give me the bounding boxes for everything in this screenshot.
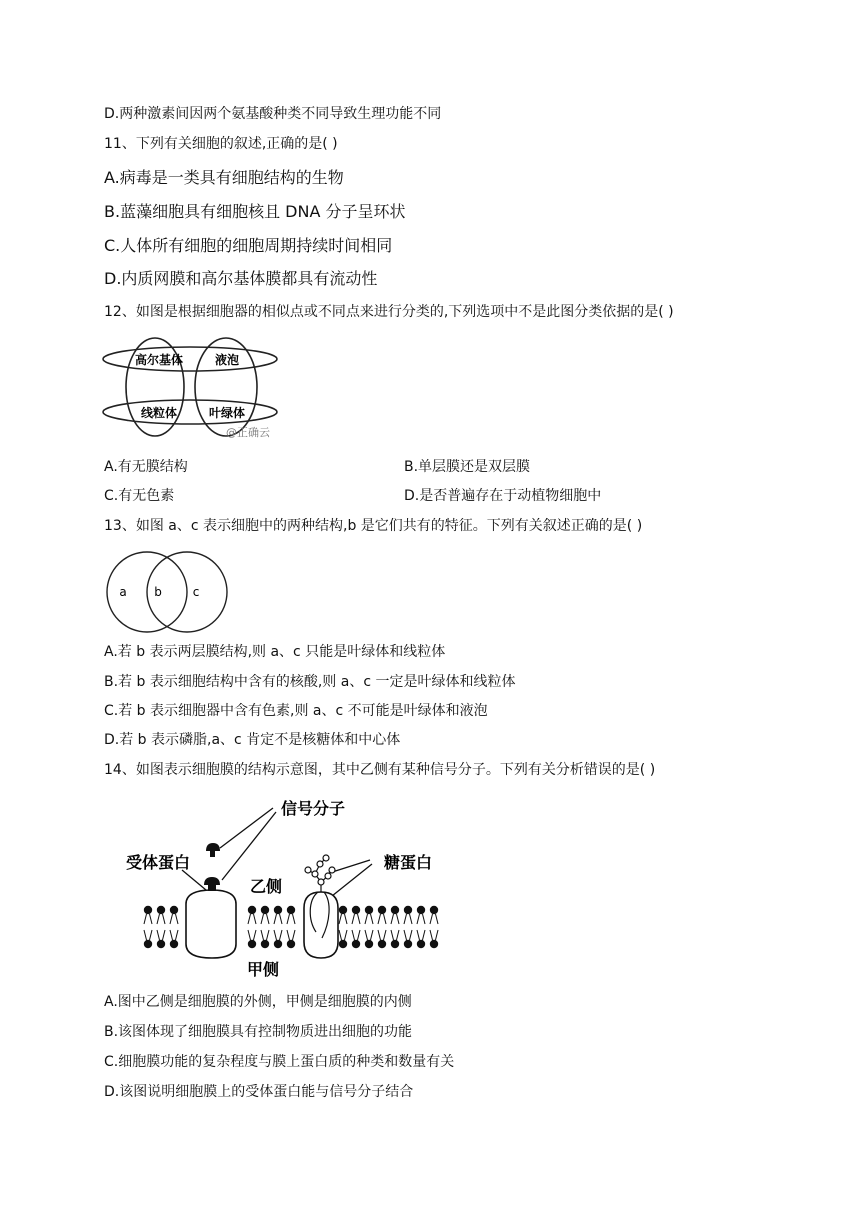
phospholipid-outer xyxy=(417,906,425,924)
q11-option-c: C.人体所有细胞的细胞周期持续时间相同 xyxy=(104,236,393,255)
q12-stem: 12、如图是根据细胞器的相似点或不同点来进行分类的,下列选项中不是此图分类依据的是( ) xyxy=(104,304,674,320)
phospholipid-inner xyxy=(144,930,152,948)
phospholipid-outer xyxy=(378,906,386,924)
q12-label-vacuole: 液泡 xyxy=(214,353,240,367)
phospholipid-outer xyxy=(274,906,282,924)
q14-stem: 14、如图表示细胞膜的结构示意图，其中乙侧有某种信号分子。下列有关分析错误的是( ) xyxy=(104,762,656,778)
phospholipid-inner xyxy=(248,930,256,948)
q12-option-b: B.单层膜还是双层膜 xyxy=(404,459,531,475)
phospholipid-inner xyxy=(261,930,269,948)
q13-option-c: C.若 b 表示细胞器中含有色素,则 a、c 不可能是叶绿体和液泡 xyxy=(104,703,488,719)
phospholipid-inner xyxy=(287,930,295,948)
q14-option-c: C.细胞膜功能的复杂程度与膜上蛋白质的种类和数量有关 xyxy=(104,1054,455,1070)
q10-option-d: D.两种激素间因两个氨基酸种类不同导致生理功能不同 xyxy=(104,106,442,122)
q14-cell-membrane-diagram xyxy=(100,792,460,988)
q12-watermark: @正确云 xyxy=(226,426,270,439)
phospholipid-outer xyxy=(261,906,269,924)
q13-stem: 13、如图 a、c 表示细胞中的两种结构,b 是它们共有的特征。下列有关叙述正确的是( ) xyxy=(104,518,643,534)
q14-label-side-yi: 乙侧 xyxy=(249,877,283,896)
q14-label-glycoprotein: 糖蛋白 xyxy=(383,853,433,872)
phospholipid-inner xyxy=(378,930,386,948)
phospholipid-outer xyxy=(391,906,399,924)
q11-option-b: B.蓝藻细胞具有细胞核且 DNA 分子呈环状 xyxy=(104,202,406,221)
phospholipid-outer xyxy=(365,906,373,924)
q14-receptor-protein-shape xyxy=(186,877,236,958)
q14-option-a: A.图中乙侧是细胞膜的外侧，甲侧是细胞膜的内侧 xyxy=(104,994,412,1010)
q14-label-receptor-protein: 受体蛋白 xyxy=(125,853,191,872)
q13-option-d: D.若 b 表示磷脂,a、c 肯定不是核糖体和中心体 xyxy=(104,732,401,748)
q14-free-signal-molecule xyxy=(206,843,220,857)
q13-label-a: a xyxy=(119,585,127,599)
q14-pointer-signal-bound xyxy=(222,812,276,880)
phospholipid-inner xyxy=(339,930,347,948)
phospholipid-outer xyxy=(144,906,152,924)
phospholipid-inner xyxy=(404,930,412,948)
q11-stem: 11、下列有关细胞的叙述,正确的是( ) xyxy=(104,136,338,152)
q14-glycoprotein-shape xyxy=(304,855,338,958)
phospholipid-outer xyxy=(287,906,295,924)
q11-option-d: D.内质网膜和高尔基体膜都具有流动性 xyxy=(104,269,378,288)
phospholipid-outer xyxy=(339,906,347,924)
q14-label-signal-molecule: 信号分子 xyxy=(280,799,346,818)
phospholipid-inner xyxy=(417,930,425,948)
q14-pointer-signal-free xyxy=(220,808,273,848)
q12-organelle-classification-diagram xyxy=(100,336,290,446)
q13-venn-diagram xyxy=(103,550,233,636)
phospholipid-inner xyxy=(157,930,165,948)
q12-horizontal-ellipse-bottom xyxy=(103,400,277,424)
q12-label-mitochondria: 线粒体 xyxy=(140,406,178,420)
q12-option-a: A.有无膜结构 xyxy=(104,459,188,475)
q13-option-b: B.若 b 表示细胞结构中含有的核酸,则 a、c 一定是叶绿体和线粒体 xyxy=(104,674,516,690)
q14-option-d: D.该图说明细胞膜上的受体蛋白能与信号分子结合 xyxy=(104,1084,414,1100)
phospholipid-inner xyxy=(352,930,360,948)
q14-label-side-jia: 甲侧 xyxy=(246,960,280,979)
q14-pointer-glyco-protein xyxy=(332,864,372,896)
phospholipid-outer xyxy=(170,906,178,924)
phospholipid-inner xyxy=(365,930,373,948)
q13-label-b: b xyxy=(154,585,162,599)
q13-option-a: A.若 b 表示两层膜结构,则 a、c 只能是叶绿体和线粒体 xyxy=(104,644,446,660)
phospholipid-outer xyxy=(248,906,256,924)
q14-pointer-receptor xyxy=(182,870,206,890)
phospholipid-inner xyxy=(274,930,282,948)
q11-option-a: A.病毒是一类具有细胞结构的生物 xyxy=(104,168,344,187)
phospholipid-inner xyxy=(170,930,178,948)
q12-label-chloroplast: 叶绿体 xyxy=(208,406,246,420)
q14-option-b: B.该图体现了细胞膜具有控制物质进出细胞的功能 xyxy=(104,1024,413,1040)
phospholipid-outer xyxy=(157,906,165,924)
phospholipid-inner xyxy=(391,930,399,948)
q12-option-c: C.有无色素 xyxy=(104,488,175,504)
q12-label-golgi: 高尔基体 xyxy=(134,353,184,367)
phospholipid-inner xyxy=(430,930,438,948)
phospholipid-outer xyxy=(430,906,438,924)
q12-option-d: D.是否普遍存在于动植物细胞中 xyxy=(404,488,602,504)
phospholipid-outer xyxy=(352,906,360,924)
q13-label-c: c xyxy=(192,585,200,599)
phospholipid-outer xyxy=(404,906,412,924)
